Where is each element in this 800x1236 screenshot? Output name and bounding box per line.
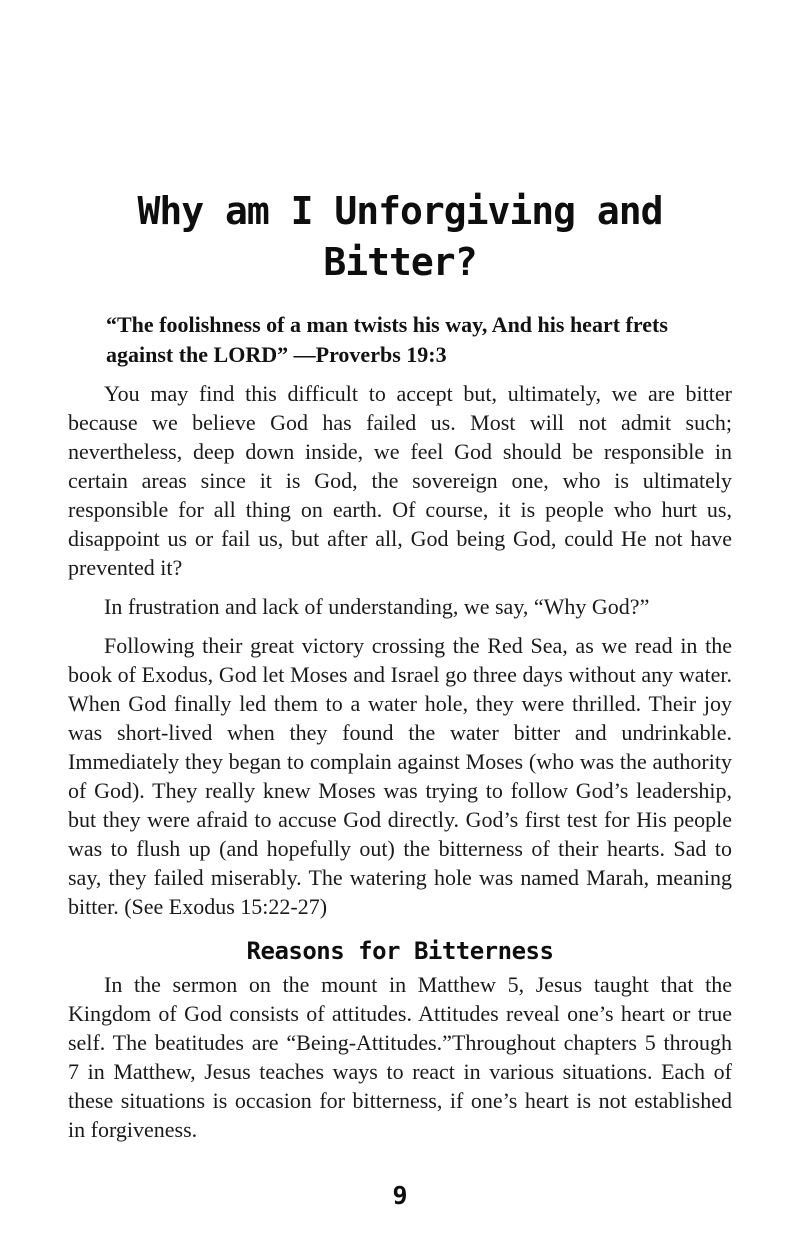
paragraph: You may find this difficult to accept but, ultimately, we are bitter because we believe God has failed us. Most will not admit such; nevertheless, deep down inside, we feel God should be responsible in certain areas since it is God, the sovereign one, who is ultimately responsible for all thing on earth. Of course, it is people who hurt us, disappoint us or fail us, but after all, God being God, could He not have prevented it? <box>68 381 732 580</box>
epigraph-quote: “The foolishness of a man twists his way, And his heart frets against the LORD” <box>106 312 668 367</box>
chapter-title: Why am I Unforgiving and Bitter? <box>137 189 663 284</box>
epigraph <box>106 310 732 370</box>
section-heading: Reasons for Bitterness <box>246 937 554 965</box>
paragraph: In frustration and lack of understanding, we say, “Why God?” <box>104 594 650 619</box>
paragraph: Following their great victory crossing the Red Sea, as we read in the book of Exodus, God let Moses and Israel go three days without any water. When God finally led them to a water hole, they were thrilled. Their joy was short-lived when they found the water bitter and undrinkable. Immediately they began to complain against Moses (who was the authority of God). They really knew Moses was trying to follow God’s leadership, but they were afraid to accuse God directly. God’s first test for His people was to flush up (and hopefully out) the bitterness of their hearts. Sad to say, they failed miserably. The watering hole was named Marah, meaning bitter. (See Exodus 15:22-27) <box>68 633 732 919</box>
epigraph-citation: —Proverbs 19:3 <box>293 342 447 367</box>
page-number: 9 <box>392 1181 408 1210</box>
paragraph: In the sermon on the mount in Matthew 5, Jesus taught that the Kingdom of God consists of attitudes. Attitudes reveal one’s heart or true self. The beatitudes are “Being-Attitudes.”Throughout chapters 5 through 7 in Matthew, Jesus teaches ways to react in various situations. Each of these situations is occasion for bitterness, if one’s heart is not established in forgiveness. <box>68 972 732 1142</box>
